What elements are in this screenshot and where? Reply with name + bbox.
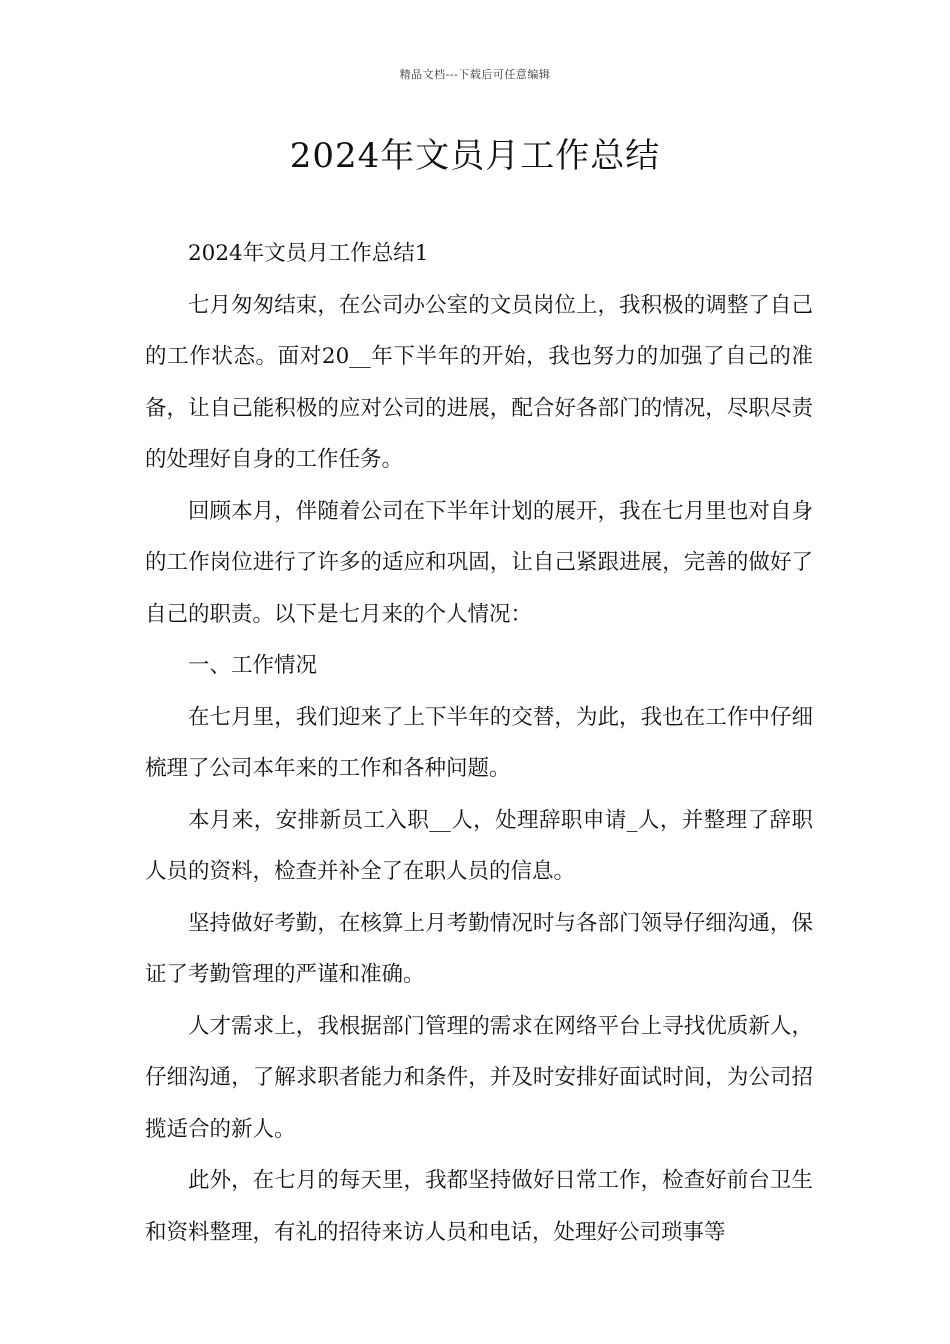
subtitle-paragraph: 2024年文员月工作总结1 (188, 241, 429, 266)
document-title: 2024年文员月工作总结 (289, 136, 661, 176)
header-note: 精品文档---下载后可任意编辑 (399, 68, 551, 81)
section-heading: 一、工作情况 (188, 653, 318, 678)
body-paragraph: 此外，在七月的每天里，我都坚持做好日常工作，检查好前台卫生和资料整理，有礼的招待来访人员和电话，处理好公司琐事等 (145, 1168, 813, 1245)
body-paragraph: 七月匆匆结束，在公司办公室的文员岗位上，我积极的调整了自己的工作状态。面对20__年下半年的开始，我也努力的加强了自己的准备，让自己能积极的应对公司的进展，配合好各部门的情况，尽职尽责的处理好自身的工作任务。 (145, 292, 813, 472)
body-paragraph: 本月来，安排新员工入职__人，处理辞职申请_人，并整理了辞职人员的资料，检查并补全了在职人员的信息。 (145, 807, 813, 884)
body-paragraph: 人才需求上，我根据部门管理的需求在网络平台上寻找优质新人，仔细沟通，了解求职者能力和条件，并及时安排好面试时间，为公司招揽适合的新人。 (145, 1013, 813, 1142)
document-body (145, 228, 813, 1258)
body-paragraph: 回顾本月，伴随着公司在下半年计划的展开，我在七月里也对自身的工作岗位进行了许多的适应和巩固，让自己紧跟进展，完善的做好了自己的职责。以下是七月来的个人情况： (145, 498, 813, 627)
body-paragraph: 在七月里，我们迎来了上下半年的交替，为此，我也在工作中仔细梳理了公司本年来的工作和各种问题。 (145, 704, 813, 781)
body-paragraph: 坚持做好考勤，在核算上月考勤情况时与各部门领导仔细沟通，保证了考勤管理的严谨和准确。 (145, 910, 813, 987)
